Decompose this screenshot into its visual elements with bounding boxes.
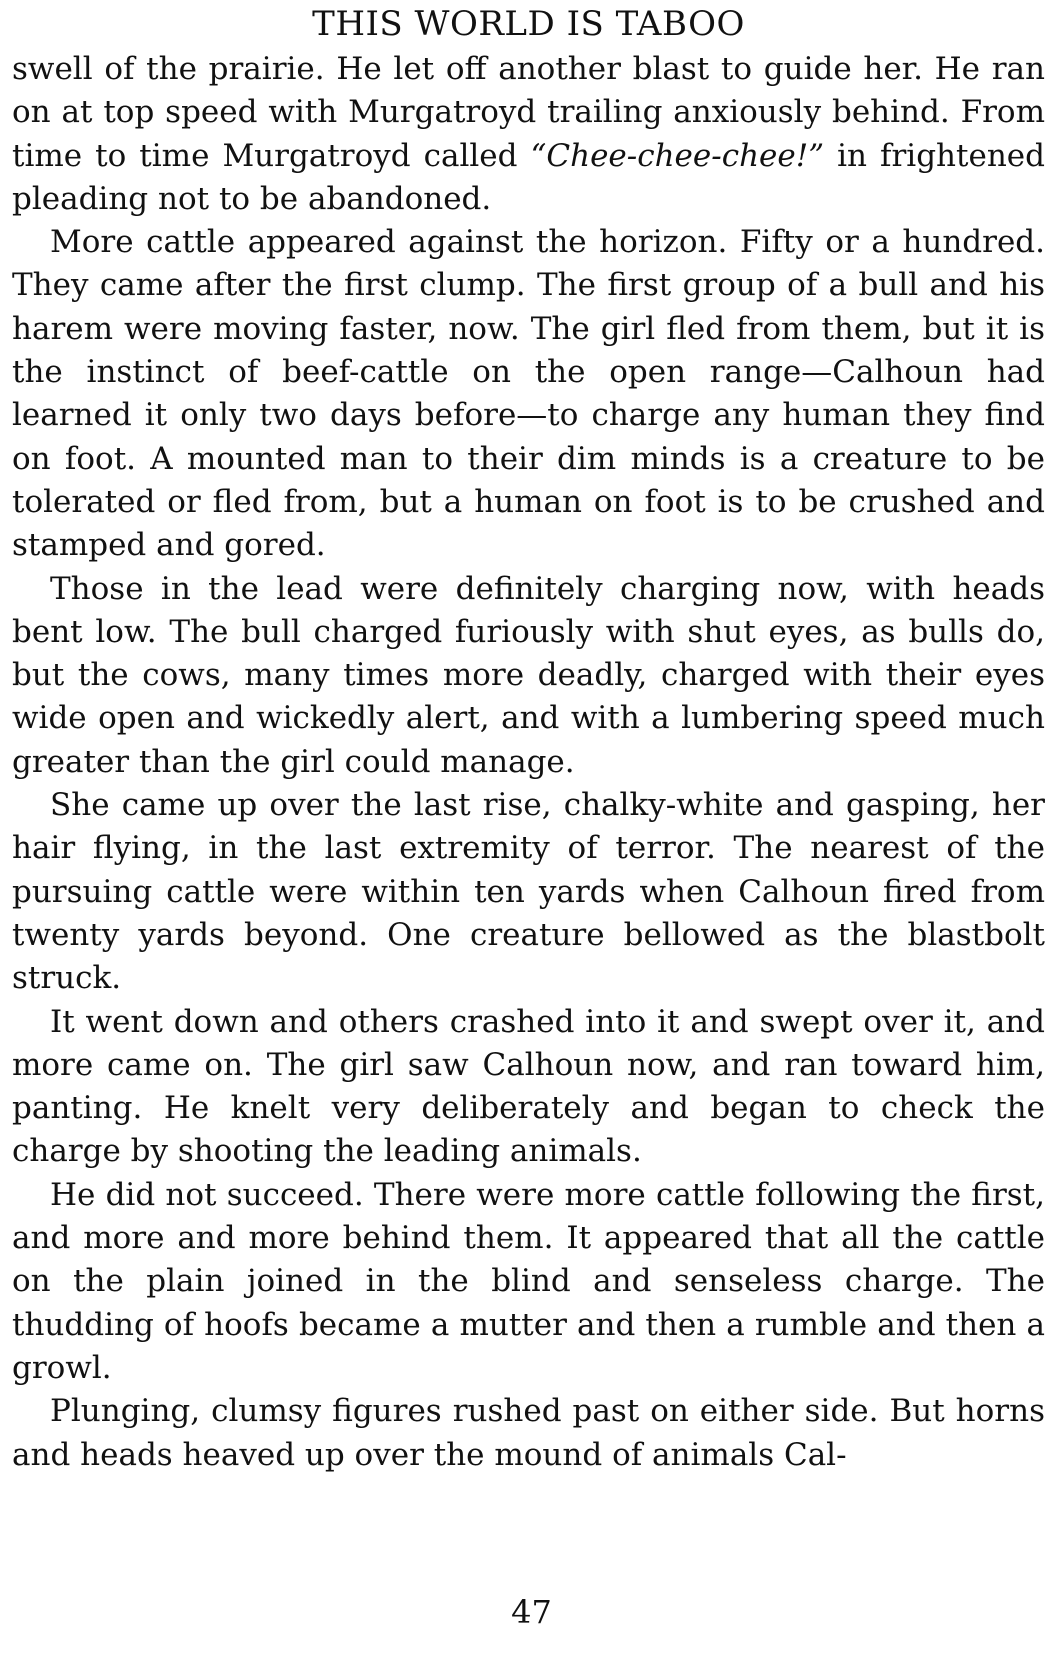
text-segment: It went down and others crashed into it and swept over it, and more came on. The girl saw Calhoun now, and ran toward him, panting. He knelt very deliberately and began to check the charge by shooting the leading animals.: [12, 1003, 1045, 1170]
text-segment: More cattle appeared against the horizon. Fifty or a hundred. They came after the first clump. The first group of a bull and his harem were moving faster, now. The girl fled from them, but it is the instinct of beef-cattle on the open range—Calhoun had learned it only two days before—to charge any human they find on foot. A mounted man to their dim minds is a creature to be tolerated or fled from, but a human on foot is to be crushed and stamped and gored.: [12, 224, 1045, 564]
text-segment: swell of the prairie. He let off another blast to guide her. He ran on at top speed with Murgatroyd trailing anxiously behind. From time to time Murgatroyd called: [12, 51, 1045, 174]
text-segment: in frightened pleading not to be abandoned.: [12, 137, 1045, 217]
italic-text: “Chee-chee-chee!”: [530, 137, 825, 174]
text-segment: Plunging, clumsy figures rushed past on either side. But horns and heads heaved up over the mound of animals Cal-: [12, 1393, 1045, 1473]
running-head: THIS WORLD IS TABOO: [312, 4, 745, 44]
text-segment: She came up over the last rise, chalky-white and gasping, her hair flying, in the last extremity of terror. The nearest of the pursuing cattle were within ten yards when Calhoun fired from twenty yards beyond. One creature bellowed as the blastbolt struck.: [12, 787, 1045, 997]
body-text: [12, 48, 1045, 1477]
text-segment: He did not succeed. There were more cattle following the first, and more and more behind them. It appeared that all the cattle on the plain joined in the blind and senseless charge. The thudding of hoofs became a mutter and then a rumble and then a growl.: [12, 1176, 1045, 1386]
paragraph: [12, 1001, 1045, 1174]
paragraph: [12, 221, 1045, 567]
text-segment: Those in the lead were definitely charging now, with heads bent low. The bull charged furiously with shut eyes, as bulls do, but the cows, many times more deadly, charged with their eyes wide open and wickedly alert, and with a lumbering speed much greater than the girl could manage.: [12, 570, 1045, 780]
paragraph: [12, 1390, 1045, 1477]
paragraph: [12, 568, 1045, 784]
paragraph: [12, 48, 1045, 221]
paragraph: [12, 784, 1045, 1000]
page-number: 47: [511, 1593, 552, 1631]
paragraph: [12, 1174, 1045, 1390]
